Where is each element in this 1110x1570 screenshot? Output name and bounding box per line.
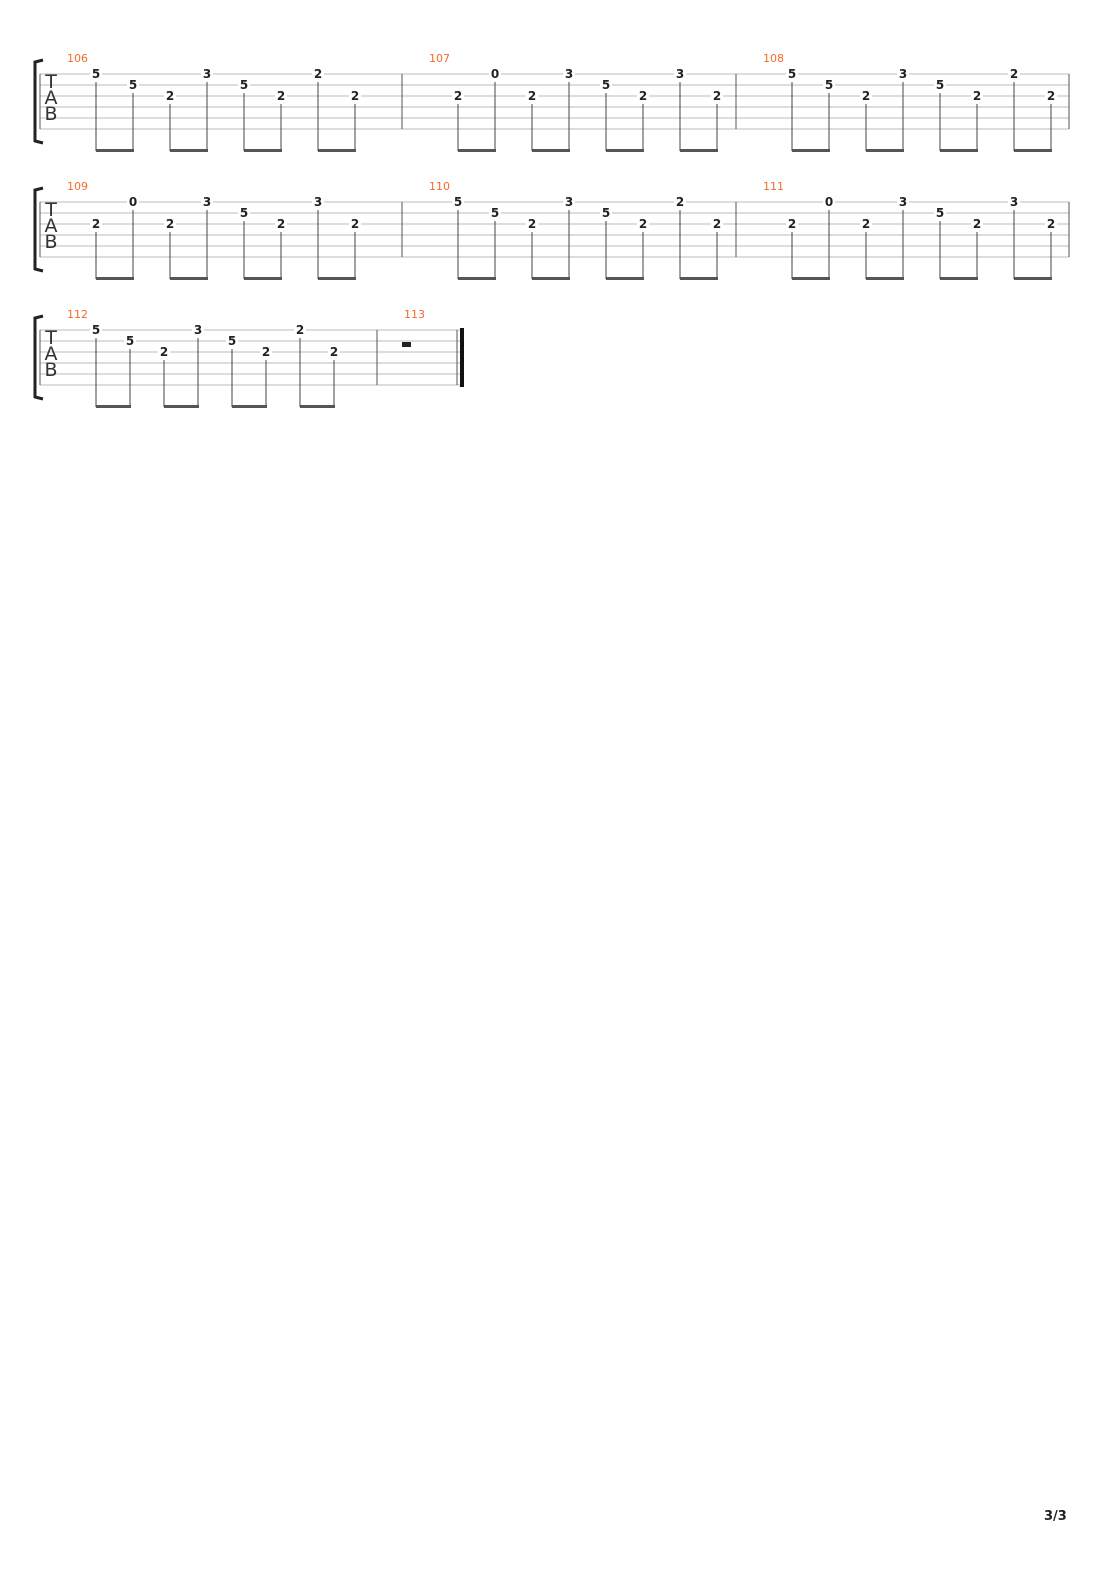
eighth-beam xyxy=(170,149,208,152)
tab-clef-letter: A xyxy=(44,215,58,237)
fret-number: 3 xyxy=(564,67,574,81)
fret-number: 2 xyxy=(313,67,323,81)
fret-number: 2 xyxy=(350,89,360,103)
eighth-beam xyxy=(96,277,134,280)
tab-clef-letter: A xyxy=(44,87,58,109)
fret-number: 2 xyxy=(1009,67,1019,81)
page-number: 3/3 xyxy=(1044,1509,1067,1524)
fret-number: 3 xyxy=(1009,195,1019,209)
fret-number: 2 xyxy=(527,89,537,103)
tab-clef-letter: B xyxy=(44,103,58,125)
eighth-beam xyxy=(232,405,267,408)
eighth-beam xyxy=(680,277,718,280)
fret-number: 2 xyxy=(787,217,797,231)
eighth-beam xyxy=(318,149,356,152)
fret-number: 2 xyxy=(295,323,305,337)
fret-number: 2 xyxy=(91,217,101,231)
measure-number: 106 xyxy=(67,52,88,65)
eighth-beam xyxy=(606,277,644,280)
fret-number: 3 xyxy=(898,195,908,209)
fret-number: 0 xyxy=(128,195,138,209)
fret-number: 5 xyxy=(824,78,834,92)
fret-number: 5 xyxy=(935,78,945,92)
eighth-beam xyxy=(792,149,830,152)
eighth-beam xyxy=(458,277,496,280)
eighth-beam xyxy=(532,277,570,280)
fret-number: 5 xyxy=(239,206,249,220)
eighth-beam xyxy=(170,277,208,280)
eighth-beam xyxy=(680,149,718,152)
eighth-beam xyxy=(1014,277,1052,280)
fret-number: 2 xyxy=(638,89,648,103)
eighth-beam xyxy=(300,405,335,408)
tab-clef-letter: T xyxy=(45,327,57,349)
fret-number: 3 xyxy=(675,67,685,81)
eighth-beam xyxy=(458,149,496,152)
fret-number: 2 xyxy=(159,345,169,359)
fret-number: 3 xyxy=(898,67,908,81)
fret-number: 3 xyxy=(193,323,203,337)
tab-clef-letter: B xyxy=(44,359,58,381)
tab-clef-letter: T xyxy=(45,71,57,93)
eighth-beam xyxy=(792,277,830,280)
eighth-beam xyxy=(940,277,978,280)
eighth-beam xyxy=(244,277,282,280)
eighth-beam xyxy=(866,277,904,280)
fret-number: 5 xyxy=(935,206,945,220)
fret-number: 2 xyxy=(165,89,175,103)
fret-number: 2 xyxy=(276,217,286,231)
eighth-beam xyxy=(532,149,570,152)
tab-clef-letter: B xyxy=(44,231,58,253)
fret-number: 5 xyxy=(227,334,237,348)
fret-number: 2 xyxy=(165,217,175,231)
fret-number: 2 xyxy=(638,217,648,231)
fret-number: 2 xyxy=(972,217,982,231)
tab-clef-letter: T xyxy=(45,199,57,221)
measure-number: 109 xyxy=(67,180,88,193)
tab-clef-letter: A xyxy=(44,343,58,365)
fret-number: 5 xyxy=(601,78,611,92)
fret-number: 0 xyxy=(824,195,834,209)
eighth-beam xyxy=(866,149,904,152)
fret-number: 3 xyxy=(313,195,323,209)
fret-number: 5 xyxy=(453,195,463,209)
fret-number: 2 xyxy=(1046,217,1056,231)
fret-number: 5 xyxy=(787,67,797,81)
fret-number: 0 xyxy=(490,67,500,81)
eighth-beam xyxy=(606,149,644,152)
eighth-beam xyxy=(318,277,356,280)
fret-number: 3 xyxy=(564,195,574,209)
fret-number: 5 xyxy=(490,206,500,220)
fret-number: 2 xyxy=(527,217,537,231)
eighth-beam xyxy=(96,405,131,408)
whole-rest xyxy=(402,342,411,347)
fret-number: 2 xyxy=(861,89,871,103)
system-bracket xyxy=(35,60,43,143)
fret-number: 3 xyxy=(202,195,212,209)
fret-number: 2 xyxy=(712,217,722,231)
eighth-beam xyxy=(940,149,978,152)
eighth-beam xyxy=(164,405,199,408)
fret-number: 5 xyxy=(239,78,249,92)
fret-number: 2 xyxy=(972,89,982,103)
eighth-beam xyxy=(96,149,134,152)
fret-number: 2 xyxy=(453,89,463,103)
measure-number: 107 xyxy=(429,52,450,65)
fret-number: 2 xyxy=(675,195,685,209)
measure-number: 108 xyxy=(763,52,784,65)
eighth-beam xyxy=(1014,149,1052,152)
fret-number: 2 xyxy=(1046,89,1056,103)
measure-number: 113 xyxy=(404,308,425,321)
fret-number: 5 xyxy=(91,67,101,81)
fret-number: 2 xyxy=(861,217,871,231)
fret-number: 5 xyxy=(91,323,101,337)
measure-number: 112 xyxy=(67,308,88,321)
system-bracket xyxy=(35,188,43,271)
measure-number: 110 xyxy=(429,180,450,193)
fret-number: 2 xyxy=(261,345,271,359)
eighth-beam xyxy=(244,149,282,152)
fret-number: 3 xyxy=(202,67,212,81)
fret-number: 2 xyxy=(329,345,339,359)
measure-number: 111 xyxy=(763,180,784,193)
system-bracket xyxy=(35,316,43,399)
fret-number: 5 xyxy=(601,206,611,220)
fret-number: 2 xyxy=(276,89,286,103)
fret-number: 5 xyxy=(128,78,138,92)
fret-number: 5 xyxy=(125,334,135,348)
fret-number: 2 xyxy=(712,89,722,103)
fret-number: 2 xyxy=(350,217,360,231)
final-barline-thick xyxy=(460,328,464,387)
